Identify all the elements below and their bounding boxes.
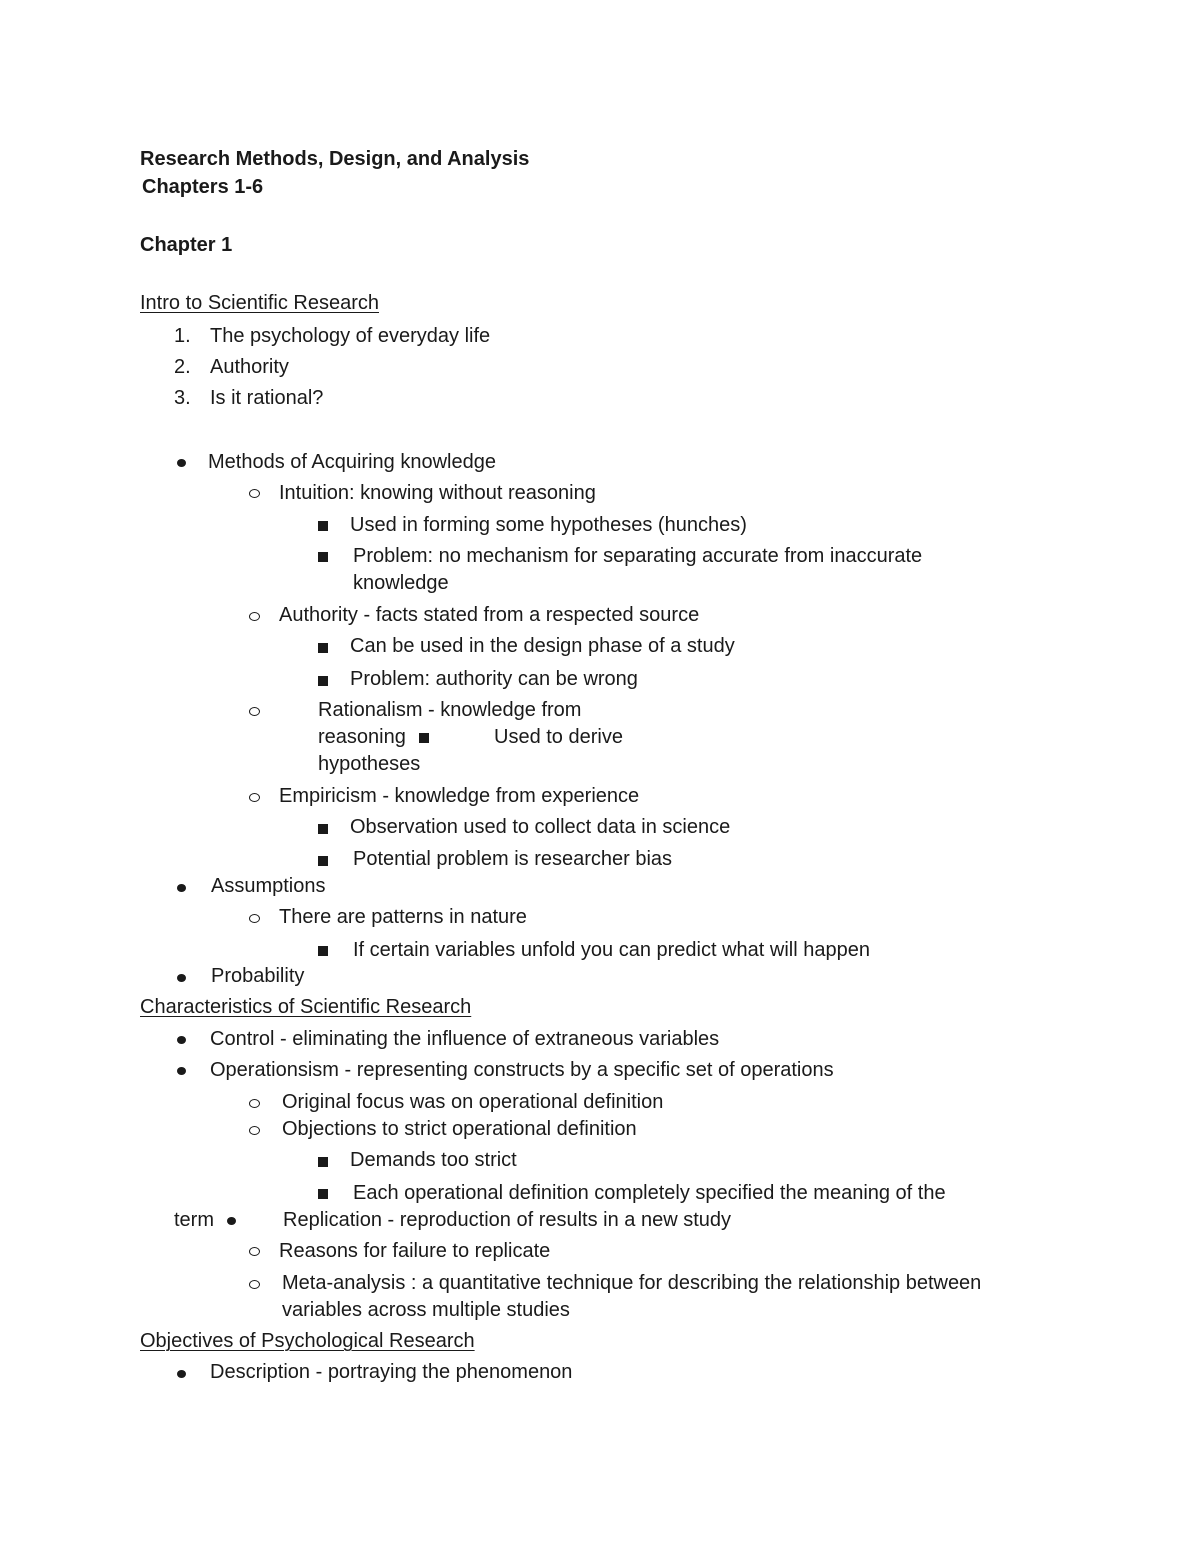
list-item: The psychology of everyday life [210,325,491,347]
list-item: Original focus was on operational definition [282,1091,664,1113]
list-item: Used to derive [494,726,623,748]
list-item-continuation: term [174,1209,214,1231]
bullet-circle-icon [249,707,260,716]
list-item: Authority - facts stated from a respected source [279,604,700,626]
list-item-continuation: hypotheses [318,753,421,775]
list-item: Observation used to collect data in science [350,816,731,838]
bullet-square-icon [318,1157,328,1167]
list-item-continuation: variables across multiple studies [282,1299,570,1321]
bullet-circle-icon [249,489,260,498]
list-item: Reasons for failure to replicate [279,1240,551,1262]
list-item: Operationsism - representing constructs by a specific set of operations [210,1059,834,1081]
bullet-disc-icon [227,1217,236,1225]
bullet-square-icon [318,643,328,653]
bullet-circle-icon [249,793,260,802]
list-item: If certain variables unfold you can predict what will happen [353,939,870,961]
bullet-circle-icon [249,1126,260,1135]
list-item: Authority [210,356,289,378]
list-number: 3. [174,387,191,409]
list-item: Can be used in the design phase of a study [350,635,735,657]
list-item: Demands too strict [350,1149,517,1171]
list-item: Potential problem is researcher bias [353,848,673,870]
list-item: Empiricism - knowledge from experience [279,785,640,807]
bullet-circle-icon [249,914,260,923]
list-item: Intuition: knowing without reasoning [279,482,596,504]
list-item-continuation: reasoning [318,726,406,748]
bullet-square-icon [318,824,328,834]
list-item: There are patterns in nature [279,906,527,928]
section-heading-objectives: Objectives of Psychological Research [140,1330,475,1352]
list-item: Assumptions [211,875,326,897]
bullet-disc-icon [177,1036,186,1044]
bullet-disc-icon [177,1067,186,1075]
list-item: Used in forming some hypotheses (hunches) [350,514,747,536]
bullet-square-icon [318,946,328,956]
bullet-circle-icon [249,1099,260,1108]
list-item-continuation: knowledge [353,572,449,594]
list-item: Probability [211,965,305,987]
list-number: 2. [174,356,191,378]
bullet-circle-icon [249,1280,260,1289]
list-item: Each operational definition completely specified the meaning of the [353,1182,946,1204]
bullet-disc-icon [177,974,186,982]
list-item: Meta-analysis : a quantitative technique for describing the relationship between [282,1272,982,1294]
section-heading-characteristics: Characteristics of Scientific Research [140,996,472,1018]
list-item: Methods of Acquiring knowledge [208,451,496,473]
bullet-disc-icon [177,884,186,892]
document-subtitle: Chapters 1-6 [142,176,264,198]
list-item: Rationalism - knowledge from [318,699,582,721]
bullet-disc-icon [177,459,186,467]
bullet-square-icon [419,733,429,743]
document-title: Research Methods, Design, and Analysis [140,148,530,170]
list-item: Problem: authority can be wrong [350,668,638,690]
bullet-square-icon [318,1189,328,1199]
list-item: Control - eliminating the influence of extraneous variables [210,1028,720,1050]
bullet-disc-icon [177,1370,186,1378]
list-item: Replication - reproduction of results in a new study [283,1209,732,1231]
list-item: Is it rational? [210,387,324,409]
bullet-circle-icon [249,1247,260,1256]
list-item: Description - portraying the phenomenon [210,1361,573,1383]
bullet-square-icon [318,676,328,686]
bullet-square-icon [318,856,328,866]
list-item: Objections to strict operational definition [282,1118,637,1140]
bullet-square-icon [318,521,328,531]
bullet-circle-icon [249,612,260,621]
bullet-square-icon [318,552,328,562]
list-item: Problem: no mechanism for separating accurate from inaccurate [353,545,923,567]
list-number: 1. [174,325,191,347]
chapter-heading: Chapter 1 [140,234,233,256]
section-heading-intro: Intro to Scientific Research [140,292,379,314]
